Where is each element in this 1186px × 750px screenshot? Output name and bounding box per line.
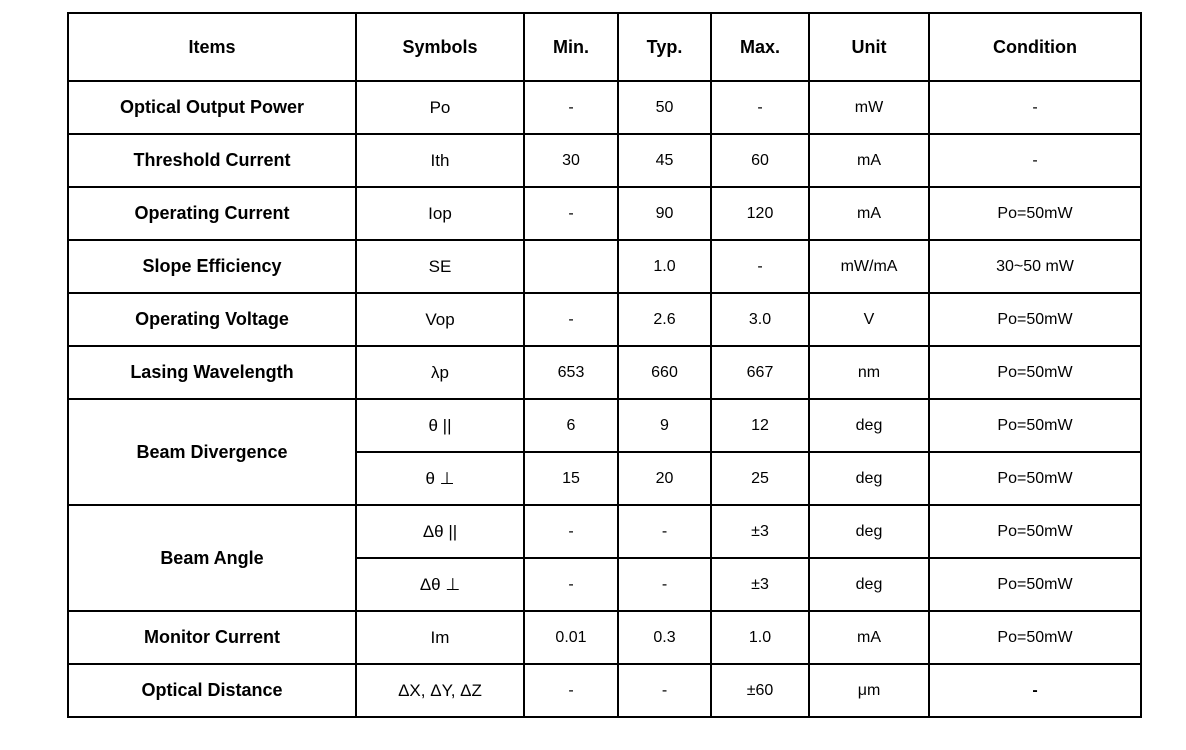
typ-cell: - (618, 558, 711, 611)
row-threshold-current (68, 134, 1141, 187)
row-optical-output-power (68, 81, 1141, 134)
min-cell: 0.01 (524, 611, 618, 664)
row-optical-distance (68, 664, 1141, 717)
condition-cell: Po=50mW (929, 558, 1141, 611)
min-cell: 15 (524, 452, 618, 505)
unit-cell: deg (809, 452, 929, 505)
header-items: Items (68, 13, 356, 81)
row-lasing-wavelength (68, 346, 1141, 399)
condition-cell: 30~50 mW (929, 240, 1141, 293)
max-cell: ±60 (711, 664, 809, 717)
item-cell: Slope Efficiency (68, 240, 356, 293)
condition-cell: Po=50mW (929, 452, 1141, 505)
item-cell-beam-divergence: Beam Divergence (68, 399, 356, 505)
condition-cell: - (929, 134, 1141, 187)
item-cell-beam-angle: Beam Angle (68, 505, 356, 611)
unit-cell: mW (809, 81, 929, 134)
table-header-row (68, 13, 1141, 81)
symbol-cell: θ || (356, 399, 524, 452)
row-monitor-current (68, 611, 1141, 664)
header-symbols: Symbols (356, 13, 524, 81)
min-cell: - (524, 558, 618, 611)
max-cell: 25 (711, 452, 809, 505)
typ-cell: 1.0 (618, 240, 711, 293)
condition-cell: Po=50mW (929, 293, 1141, 346)
max-cell: 667 (711, 346, 809, 399)
symbol-cell: ΔX, ΔY, ΔZ (356, 664, 524, 717)
max-cell: ±3 (711, 558, 809, 611)
min-cell: - (524, 187, 618, 240)
max-cell: 12 (711, 399, 809, 452)
min-cell: 6 (524, 399, 618, 452)
typ-cell: 50 (618, 81, 711, 134)
unit-cell: V (809, 293, 929, 346)
item-cell: Operating Current (68, 187, 356, 240)
unit-cell: deg (809, 558, 929, 611)
row-operating-voltage (68, 293, 1141, 346)
header-min: Min. (524, 13, 618, 81)
row-operating-current (68, 187, 1141, 240)
unit-cell: μm (809, 664, 929, 717)
typ-cell: 20 (618, 452, 711, 505)
typ-cell: 2.6 (618, 293, 711, 346)
unit-cell: mA (809, 187, 929, 240)
min-cell (524, 240, 618, 293)
min-cell: 653 (524, 346, 618, 399)
row-slope-efficiency (68, 240, 1141, 293)
header-unit: Unit (809, 13, 929, 81)
condition-cell: Po=50mW (929, 611, 1141, 664)
min-cell: 30 (524, 134, 618, 187)
typ-cell: 45 (618, 134, 711, 187)
row-beam-angle-parallel (68, 505, 1141, 558)
spec-table (67, 12, 1142, 718)
condition-cell: Po=50mW (929, 505, 1141, 558)
unit-cell: nm (809, 346, 929, 399)
min-cell: - (524, 293, 618, 346)
typ-cell: 9 (618, 399, 711, 452)
symbol-cell: Δθ ⊥ (356, 558, 524, 611)
item-cell: Optical Distance (68, 664, 356, 717)
max-cell: 1.0 (711, 611, 809, 664)
symbol-cell: Im (356, 611, 524, 664)
header-condition: Condition (929, 13, 1141, 81)
condition-cell: - (929, 81, 1141, 134)
symbol-cell: Po (356, 81, 524, 134)
typ-cell: 0.3 (618, 611, 711, 664)
unit-cell: mA (809, 611, 929, 664)
item-cell: Monitor Current (68, 611, 356, 664)
typ-cell: - (618, 664, 711, 717)
unit-cell: mW/mA (809, 240, 929, 293)
symbol-cell: Δθ || (356, 505, 524, 558)
header-max: Max. (711, 13, 809, 81)
typ-cell: 90 (618, 187, 711, 240)
unit-cell: deg (809, 505, 929, 558)
max-cell: 120 (711, 187, 809, 240)
symbol-cell: λp (356, 346, 524, 399)
typ-cell: - (618, 505, 711, 558)
max-cell: 3.0 (711, 293, 809, 346)
condition-cell: Po=50mW (929, 399, 1141, 452)
symbol-cell: Iop (356, 187, 524, 240)
min-cell: - (524, 81, 618, 134)
typ-cell: 660 (618, 346, 711, 399)
row-beam-divergence-parallel (68, 399, 1141, 452)
condition-cell: Po=50mW (929, 187, 1141, 240)
max-cell: - (711, 81, 809, 134)
header-typ: Typ. (618, 13, 711, 81)
max-cell: 60 (711, 134, 809, 187)
item-cell: Threshold Current (68, 134, 356, 187)
unit-cell: deg (809, 399, 929, 452)
unit-cell: mA (809, 134, 929, 187)
min-cell: - (524, 505, 618, 558)
item-cell: Operating Voltage (68, 293, 356, 346)
item-cell: Optical Output Power (68, 81, 356, 134)
condition-cell: - (929, 664, 1141, 717)
symbol-cell: Vop (356, 293, 524, 346)
min-cell: - (524, 664, 618, 717)
max-cell: - (711, 240, 809, 293)
max-cell: ±3 (711, 505, 809, 558)
symbol-cell: Ith (356, 134, 524, 187)
symbol-cell: θ ⊥ (356, 452, 524, 505)
condition-cell: Po=50mW (929, 346, 1141, 399)
symbol-cell: SE (356, 240, 524, 293)
item-cell: Lasing Wavelength (68, 346, 356, 399)
